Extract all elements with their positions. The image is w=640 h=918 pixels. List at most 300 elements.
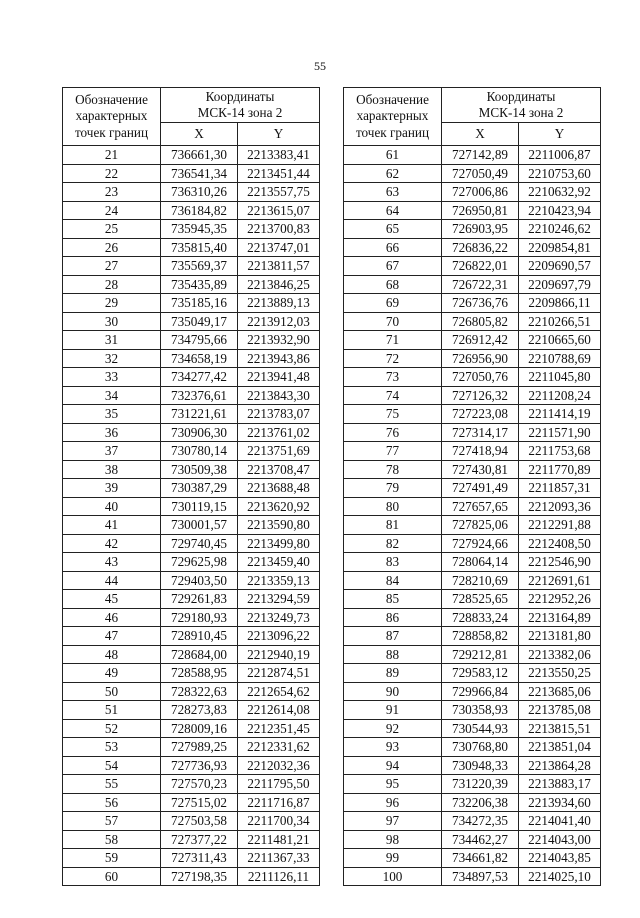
table-row	[344, 423, 601, 442]
y-value: 2213688,48	[238, 479, 320, 498]
point-number: 69	[344, 294, 442, 313]
point-number: 52	[63, 719, 161, 738]
point-number: 41	[63, 516, 161, 535]
table-row	[63, 331, 320, 350]
table-row	[63, 275, 320, 294]
table-row	[63, 664, 320, 683]
y-value: 2213459,40	[238, 553, 320, 572]
x-value: 730358,93	[442, 701, 519, 720]
point-number: 66	[344, 238, 442, 257]
y-value: 2211571,90	[519, 423, 601, 442]
point-number: 65	[344, 220, 442, 239]
point-number: 75	[344, 405, 442, 424]
table-row	[344, 349, 601, 368]
table-row	[344, 534, 601, 553]
x-value: 728833,24	[442, 608, 519, 627]
y-value: 2211414,19	[519, 405, 601, 424]
table-row	[63, 312, 320, 331]
table-row	[63, 183, 320, 202]
y-value: 2213708,47	[238, 460, 320, 479]
point-number: 88	[344, 645, 442, 664]
header-coord-line: МСК-14 зона 2	[197, 105, 283, 120]
point-number: 67	[344, 257, 442, 276]
y-value: 2212093,36	[519, 497, 601, 516]
point-number: 56	[63, 793, 161, 812]
y-value: 2213851,04	[519, 738, 601, 757]
y-value: 2213590,80	[238, 516, 320, 535]
point-number: 58	[63, 830, 161, 849]
y-value: 2210665,60	[519, 331, 601, 350]
table-row	[63, 220, 320, 239]
point-number: 61	[344, 146, 442, 165]
x-value: 727418,94	[442, 442, 519, 461]
table-row	[344, 701, 601, 720]
point-number: 59	[63, 849, 161, 868]
point-number: 54	[63, 756, 161, 775]
y-value: 2211857,31	[519, 479, 601, 498]
x-value: 730906,30	[161, 423, 238, 442]
y-value: 2211006,87	[519, 146, 601, 165]
x-value: 727198,35	[161, 867, 238, 886]
table-row	[63, 257, 320, 276]
x-value: 726822,01	[442, 257, 519, 276]
point-number: 72	[344, 349, 442, 368]
table-row	[63, 238, 320, 257]
coordinates-table-left	[62, 87, 320, 886]
point-number: 50	[63, 682, 161, 701]
y-value: 2213451,44	[238, 164, 320, 183]
x-value: 730948,33	[442, 756, 519, 775]
point-number: 28	[63, 275, 161, 294]
table-body	[344, 146, 601, 886]
x-value: 732206,38	[442, 793, 519, 812]
table-row	[63, 738, 320, 757]
x-value: 727126,32	[442, 386, 519, 405]
x-value: 727503,58	[161, 812, 238, 831]
table-row	[63, 793, 320, 812]
y-value: 2213550,25	[519, 664, 601, 683]
point-number: 97	[344, 812, 442, 831]
y-value: 2213096,22	[238, 627, 320, 646]
y-value: 2213783,07	[238, 405, 320, 424]
table-row	[344, 312, 601, 331]
y-value: 2213843,30	[238, 386, 320, 405]
point-number: 48	[63, 645, 161, 664]
point-number: 37	[63, 442, 161, 461]
point-number: 71	[344, 331, 442, 350]
header-y: Y	[238, 123, 320, 146]
table-row	[63, 497, 320, 516]
y-value: 2212546,90	[519, 553, 601, 572]
point-number: 86	[344, 608, 442, 627]
x-value: 736310,26	[161, 183, 238, 202]
x-value: 734272,35	[442, 812, 519, 831]
y-value: 2211208,24	[519, 386, 601, 405]
point-number: 89	[344, 664, 442, 683]
y-value: 2209697,79	[519, 275, 601, 294]
table-row	[344, 331, 601, 350]
x-value: 728009,16	[161, 719, 238, 738]
x-value: 728910,45	[161, 627, 238, 646]
y-value: 2214041,40	[519, 812, 601, 831]
table-row	[344, 257, 601, 276]
point-number: 21	[63, 146, 161, 165]
table-row	[344, 793, 601, 812]
point-number: 30	[63, 312, 161, 331]
table-row	[344, 479, 601, 498]
x-value: 727430,81	[442, 460, 519, 479]
table-row	[63, 719, 320, 738]
y-value: 2213164,89	[519, 608, 601, 627]
header-coord-line: МСК-14 зона 2	[478, 105, 564, 120]
point-number: 40	[63, 497, 161, 516]
y-value: 2212874,51	[238, 664, 320, 683]
x-value: 730387,29	[161, 479, 238, 498]
point-number: 87	[344, 627, 442, 646]
point-number: 77	[344, 442, 442, 461]
y-value: 2209690,57	[519, 257, 601, 276]
x-value: 727657,65	[442, 497, 519, 516]
x-value: 726836,22	[442, 238, 519, 257]
point-number: 35	[63, 405, 161, 424]
table-row	[344, 497, 601, 516]
table-row	[344, 238, 601, 257]
x-value: 727223,08	[442, 405, 519, 424]
table-row	[63, 645, 320, 664]
x-value: 730509,38	[161, 460, 238, 479]
point-number: 43	[63, 553, 161, 572]
y-value: 2209854,81	[519, 238, 601, 257]
point-number: 92	[344, 719, 442, 738]
y-value: 2213700,83	[238, 220, 320, 239]
point-number: 27	[63, 257, 161, 276]
point-number: 93	[344, 738, 442, 757]
point-number: 79	[344, 479, 442, 498]
point-number: 98	[344, 830, 442, 849]
point-number: 82	[344, 534, 442, 553]
y-value: 2211045,80	[519, 368, 601, 387]
y-value: 2213811,57	[238, 257, 320, 276]
header-label-line: характерных	[75, 108, 148, 124]
table-row	[63, 368, 320, 387]
table-row	[63, 682, 320, 701]
y-value: 2214043,00	[519, 830, 601, 849]
point-number: 74	[344, 386, 442, 405]
table-row	[344, 553, 601, 572]
table-row	[63, 830, 320, 849]
x-value: 727050,76	[442, 368, 519, 387]
table-row	[344, 756, 601, 775]
y-value: 2213864,28	[519, 756, 601, 775]
x-value: 727006,86	[442, 183, 519, 202]
point-number: 25	[63, 220, 161, 239]
x-value: 727736,93	[161, 756, 238, 775]
point-number: 57	[63, 812, 161, 831]
point-number: 80	[344, 497, 442, 516]
y-value: 2213751,69	[238, 442, 320, 461]
point-number: 32	[63, 349, 161, 368]
y-value: 2212032,36	[238, 756, 320, 775]
y-value: 2211795,50	[238, 775, 320, 794]
x-value: 728064,14	[442, 553, 519, 572]
x-value: 728858,82	[442, 627, 519, 646]
y-value: 2213359,13	[238, 571, 320, 590]
x-value: 731220,39	[442, 775, 519, 794]
table-row	[63, 201, 320, 220]
x-value: 727311,43	[161, 849, 238, 868]
y-value: 2212952,26	[519, 590, 601, 609]
y-value: 2213943,86	[238, 349, 320, 368]
y-value: 2213383,41	[238, 146, 320, 165]
point-number: 91	[344, 701, 442, 720]
table-row	[63, 608, 320, 627]
table-row	[344, 516, 601, 535]
point-number: 90	[344, 682, 442, 701]
x-value: 727377,22	[161, 830, 238, 849]
x-value: 729740,45	[161, 534, 238, 553]
y-value: 2210246,62	[519, 220, 601, 239]
x-value: 729583,12	[442, 664, 519, 683]
x-value: 726722,31	[442, 275, 519, 294]
y-value: 2213499,80	[238, 534, 320, 553]
y-value: 2210423,94	[519, 201, 601, 220]
table-row	[344, 220, 601, 239]
table-row	[344, 682, 601, 701]
point-number: 36	[63, 423, 161, 442]
point-number: 83	[344, 553, 442, 572]
header-y: Y	[519, 123, 601, 146]
point-number: 51	[63, 701, 161, 720]
x-value: 728273,83	[161, 701, 238, 720]
point-number: 53	[63, 738, 161, 757]
point-number: 94	[344, 756, 442, 775]
y-value: 2213620,92	[238, 497, 320, 516]
x-value: 732376,61	[161, 386, 238, 405]
x-value: 735049,17	[161, 312, 238, 331]
point-number: 99	[344, 849, 442, 868]
header-label-line: Обозначение	[75, 92, 148, 108]
x-value: 728322,63	[161, 682, 238, 701]
x-value: 729625,98	[161, 553, 238, 572]
point-number: 39	[63, 479, 161, 498]
x-value: 729403,50	[161, 571, 238, 590]
x-value: 734795,66	[161, 331, 238, 350]
y-value: 2213941,48	[238, 368, 320, 387]
table-row	[63, 867, 320, 886]
y-value: 2213294,59	[238, 590, 320, 609]
table-row	[344, 275, 601, 294]
point-number: 42	[63, 534, 161, 553]
header-coord-line: Координаты	[486, 88, 556, 104]
y-value: 2211700,34	[238, 812, 320, 831]
point-number: 29	[63, 294, 161, 313]
point-number: 62	[344, 164, 442, 183]
table-row	[344, 590, 601, 609]
y-value: 2212654,62	[238, 682, 320, 701]
table-row	[344, 608, 601, 627]
table-row	[63, 164, 320, 183]
x-value: 728588,95	[161, 664, 238, 683]
x-value: 734277,42	[161, 368, 238, 387]
point-number: 100	[344, 867, 442, 886]
table-row	[344, 164, 601, 183]
y-value: 2213934,60	[519, 793, 601, 812]
x-value: 734661,82	[442, 849, 519, 868]
x-value: 726903,95	[442, 220, 519, 239]
point-number: 84	[344, 571, 442, 590]
page-number: 55	[314, 59, 326, 73]
table-row	[63, 460, 320, 479]
y-value: 2214043,85	[519, 849, 601, 868]
x-value: 729966,84	[442, 682, 519, 701]
table-row	[63, 516, 320, 535]
table-row	[344, 460, 601, 479]
point-number: 47	[63, 627, 161, 646]
table-row	[63, 294, 320, 313]
point-number: 23	[63, 183, 161, 202]
point-number: 34	[63, 386, 161, 405]
table-row	[63, 423, 320, 442]
header-x: X	[161, 123, 238, 146]
header-coordinates	[442, 88, 601, 123]
table-row	[63, 534, 320, 553]
x-value: 727515,02	[161, 793, 238, 812]
x-value: 734897,53	[442, 867, 519, 886]
point-number: 78	[344, 460, 442, 479]
table-row	[344, 645, 601, 664]
x-value: 736541,34	[161, 164, 238, 183]
header-label-line: точек границ	[74, 124, 149, 140]
point-number: 95	[344, 775, 442, 794]
point-number: 81	[344, 516, 442, 535]
x-value: 735435,89	[161, 275, 238, 294]
x-value: 728525,65	[442, 590, 519, 609]
x-value: 730544,93	[442, 719, 519, 738]
table-row	[63, 479, 320, 498]
y-value: 2210266,51	[519, 312, 601, 331]
x-value: 731221,61	[161, 405, 238, 424]
x-value: 726912,42	[442, 331, 519, 350]
table-row	[63, 849, 320, 868]
x-value: 734462,27	[442, 830, 519, 849]
table-row	[344, 812, 601, 831]
table-row	[63, 756, 320, 775]
point-number: 70	[344, 312, 442, 331]
table-row	[344, 719, 601, 738]
x-value: 736184,82	[161, 201, 238, 220]
y-value: 2211716,87	[238, 793, 320, 812]
point-number: 55	[63, 775, 161, 794]
y-value: 2213685,06	[519, 682, 601, 701]
point-number: 68	[344, 275, 442, 294]
y-value: 2211126,11	[238, 867, 320, 886]
x-value: 727142,89	[442, 146, 519, 165]
table-row	[344, 368, 601, 387]
point-number: 31	[63, 331, 161, 350]
point-number: 76	[344, 423, 442, 442]
table-row	[63, 812, 320, 831]
x-value: 727570,23	[161, 775, 238, 794]
y-value: 2212351,45	[238, 719, 320, 738]
point-number: 33	[63, 368, 161, 387]
x-value: 735185,16	[161, 294, 238, 313]
x-value: 736661,30	[161, 146, 238, 165]
x-value: 735815,40	[161, 238, 238, 257]
y-value: 2210788,69	[519, 349, 601, 368]
y-value: 2212691,61	[519, 571, 601, 590]
coordinates-table-right	[343, 87, 601, 886]
point-number: 96	[344, 793, 442, 812]
point-number: 85	[344, 590, 442, 609]
y-value: 2213747,01	[238, 238, 320, 257]
y-value: 2213785,08	[519, 701, 601, 720]
x-value: 726950,81	[442, 201, 519, 220]
table-row	[63, 775, 320, 794]
table-row	[63, 553, 320, 572]
x-value: 726956,90	[442, 349, 519, 368]
point-number: 64	[344, 201, 442, 220]
header-label-line: характерных	[356, 108, 429, 124]
header-coordinates	[161, 88, 320, 123]
table-row	[63, 701, 320, 720]
x-value: 730119,15	[161, 497, 238, 516]
table-row	[344, 849, 601, 868]
point-number: 73	[344, 368, 442, 387]
table-row	[344, 775, 601, 794]
header-coord-line: Координаты	[205, 88, 275, 104]
y-value: 2213249,73	[238, 608, 320, 627]
y-value: 2212331,62	[238, 738, 320, 757]
table-row	[63, 590, 320, 609]
table-row	[344, 442, 601, 461]
x-value: 726805,82	[442, 312, 519, 331]
table-row	[344, 386, 601, 405]
y-value: 2213889,13	[238, 294, 320, 313]
point-number: 45	[63, 590, 161, 609]
table-row	[344, 867, 601, 886]
x-value: 729212,81	[442, 645, 519, 664]
y-value: 2213846,25	[238, 275, 320, 294]
y-value: 2211770,89	[519, 460, 601, 479]
point-number: 44	[63, 571, 161, 590]
x-value: 727314,17	[442, 423, 519, 442]
table-row	[63, 386, 320, 405]
table-row	[63, 405, 320, 424]
table-row	[344, 183, 601, 202]
x-value: 727825,06	[442, 516, 519, 535]
table-row	[344, 738, 601, 757]
point-number: 63	[344, 183, 442, 202]
table-row	[344, 830, 601, 849]
x-value: 734658,19	[161, 349, 238, 368]
y-value: 2212614,08	[238, 701, 320, 720]
table-row	[344, 664, 601, 683]
point-number: 46	[63, 608, 161, 627]
x-value: 730001,57	[161, 516, 238, 535]
y-value: 2213815,51	[519, 719, 601, 738]
header-point-label	[63, 88, 161, 146]
y-value: 2212291,88	[519, 516, 601, 535]
table-row	[63, 349, 320, 368]
header-label-line: точек границ	[355, 124, 430, 140]
x-value: 730780,14	[161, 442, 238, 461]
y-value: 2213932,90	[238, 331, 320, 350]
table-row	[63, 571, 320, 590]
y-value: 2213883,17	[519, 775, 601, 794]
point-number: 26	[63, 238, 161, 257]
header-x: X	[442, 123, 519, 146]
y-value: 2211481,21	[238, 830, 320, 849]
